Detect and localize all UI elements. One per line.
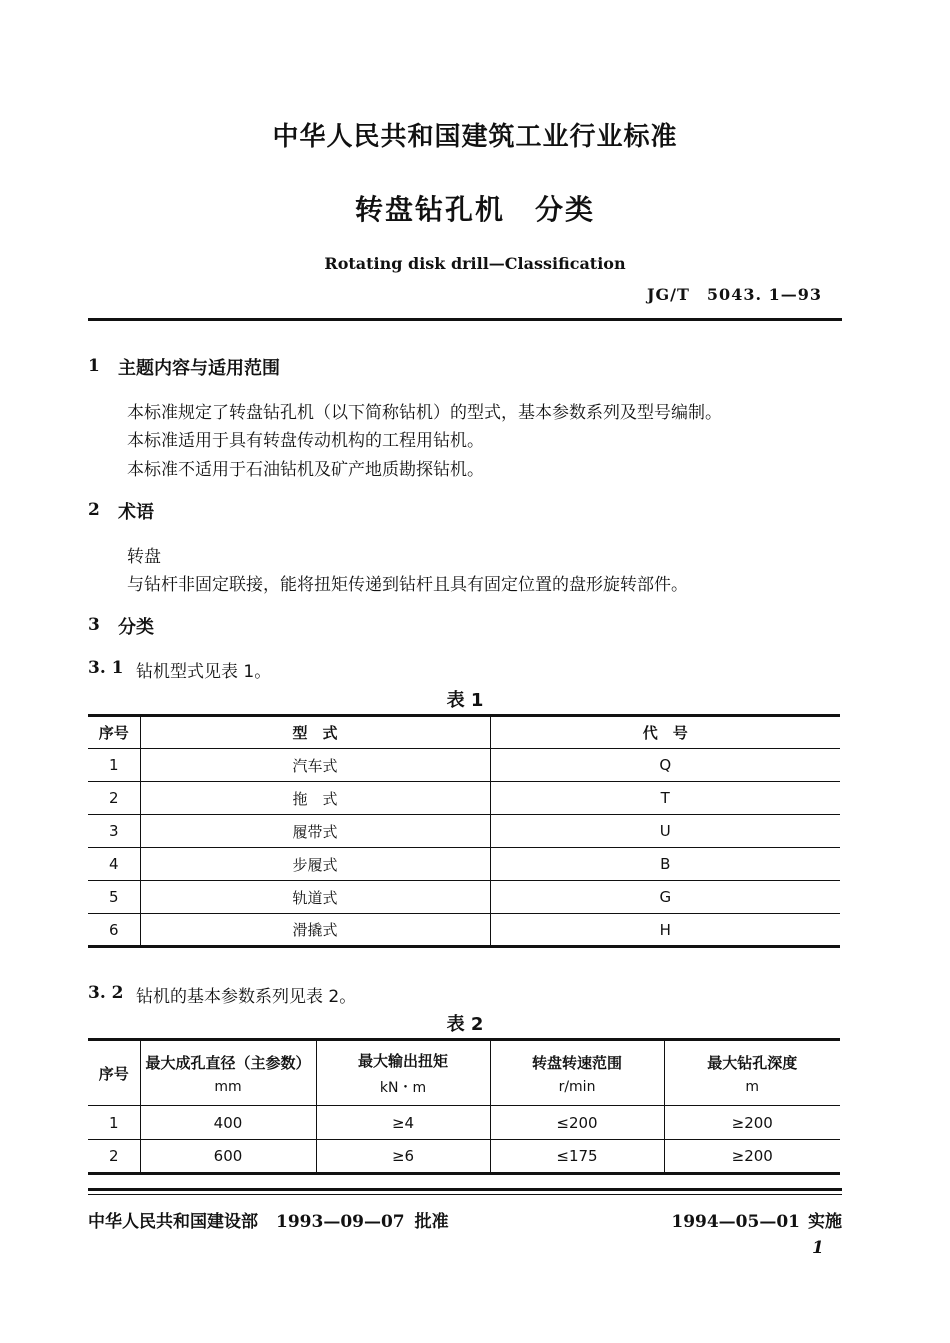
org-title: 中华人民共和国建筑工业行业标准	[272, 122, 678, 152]
table-cell: 6	[88, 914, 140, 947]
table-2-header-cell	[88, 1040, 140, 1106]
section-1-line-1: 本标准规定了转盘钻孔机（以下简称钻机）的型式，基本参数系列及型号编制。	[127, 403, 722, 423]
table-row	[88, 848, 840, 881]
implementation-label: 实施	[808, 1212, 842, 1232]
table-cell: G	[490, 881, 840, 914]
standard-code: JG/T 5043. 1—93	[646, 285, 822, 304]
table-cell: ≤175	[490, 1140, 664, 1174]
table-cell: ≥200	[664, 1106, 840, 1140]
table-2	[88, 1038, 840, 1175]
table-cell: 400	[140, 1106, 316, 1140]
table-cell: ≥200	[664, 1140, 840, 1174]
table-row	[88, 881, 840, 914]
table-1-header-row	[88, 716, 840, 749]
table-1-header-cell: 型 式	[140, 716, 490, 749]
header-label: 最大输出扭矩	[357, 1051, 448, 1070]
table-row	[88, 749, 840, 782]
table-row	[88, 914, 840, 947]
subsection-3-1-number: 3. 1	[88, 658, 124, 678]
term-definition: 与钻杆非固定联接，能将扭矩传递到钻杆且具有固定位置的盘形旋转部件。	[127, 575, 688, 595]
approval-date: 1993—09—07	[276, 1212, 405, 1232]
header-label: 序号	[98, 1064, 129, 1083]
table-row	[88, 1140, 840, 1174]
table-1-header-cell: 代 号	[490, 716, 840, 749]
header-unit: mm	[214, 1078, 242, 1095]
table-cell: ≥6	[316, 1140, 490, 1174]
footer-rule-thin	[88, 1194, 842, 1195]
table-cell: T	[490, 782, 840, 815]
table-cell: 2	[88, 1140, 140, 1174]
table-cell: 600	[140, 1140, 316, 1174]
table-cell: 1	[88, 1106, 140, 1140]
section-2-number: 2	[88, 500, 100, 520]
implementation-date: 1994—05—01	[671, 1212, 800, 1232]
subsection-3-1-text: 钻机型式见表 1。	[136, 662, 272, 682]
table-2-header-cell	[664, 1040, 840, 1106]
table-cell: ≥4	[316, 1106, 490, 1140]
table-cell: H	[490, 914, 840, 947]
table-cell: 1	[88, 749, 140, 782]
term-name: 转盘	[127, 547, 161, 567]
table-1	[88, 714, 840, 948]
header-unit: m	[745, 1078, 760, 1095]
header-unit: kN・m	[379, 1079, 427, 1096]
table-2-caption: 表 2	[446, 1014, 484, 1035]
table-2-header-row	[88, 1040, 840, 1106]
table-cell: 3	[88, 815, 140, 848]
table-cell: 轨道式	[140, 881, 490, 914]
section-3-number: 3	[88, 615, 100, 635]
section-2-title: 术语	[118, 502, 154, 523]
implementation-line	[640, 1207, 842, 1232]
table-cell: 步履式	[140, 848, 490, 881]
table-2-header-cell	[490, 1040, 664, 1106]
english-title: Rotating disk drill—Classification	[324, 254, 626, 273]
table-cell: 汽车式	[140, 749, 490, 782]
page-number: 1	[812, 1238, 824, 1258]
table-row	[88, 782, 840, 815]
table-row	[88, 815, 840, 848]
subsection-3-2-text: 钻机的基本参数系列见表 2。	[136, 987, 357, 1007]
table-cell: 拖 式	[140, 782, 490, 815]
table-cell: 履带式	[140, 815, 490, 848]
table-cell: 滑撬式	[140, 914, 490, 947]
table-cell: 4	[88, 848, 140, 881]
table-2-header-cell	[316, 1040, 490, 1106]
approval-line	[88, 1207, 449, 1232]
header-label: 最大钻孔深度	[707, 1053, 798, 1072]
header-unit: r/min	[558, 1078, 596, 1095]
section-1-number: 1	[88, 356, 100, 376]
section-1-title: 主题内容与适用范围	[118, 358, 280, 379]
header-rule	[88, 318, 842, 321]
table-1-header-cell: 序号	[88, 716, 140, 749]
header-label: 转盘转速范围	[531, 1053, 622, 1072]
table-cell: 2	[88, 782, 140, 815]
section-1-line-3: 本标准不适用于石油钻机及矿产地质勘探钻机。	[127, 460, 484, 480]
table-2-header-cell	[140, 1040, 316, 1106]
issuing-authority: 中华人民共和国建设部	[88, 1212, 258, 1232]
header-label: 最大成孔直径（主参数）	[145, 1053, 311, 1072]
table-cell: 5	[88, 881, 140, 914]
doc-title: 转盘钻孔机 分类	[354, 193, 595, 226]
table-cell: Q	[490, 749, 840, 782]
table-cell: B	[490, 848, 840, 881]
section-1-line-2: 本标准适用于具有转盘传动机构的工程用钻机。	[127, 431, 484, 451]
section-3-title: 分类	[118, 617, 154, 638]
subsection-3-2-number: 3. 2	[88, 983, 124, 1003]
table-cell: ≤200	[490, 1106, 664, 1140]
table-row	[88, 1106, 840, 1140]
table-1-caption: 表 1	[446, 690, 484, 711]
table-cell: U	[490, 815, 840, 848]
approval-label: 批准	[414, 1212, 449, 1232]
footer-rule-thick	[88, 1188, 842, 1191]
